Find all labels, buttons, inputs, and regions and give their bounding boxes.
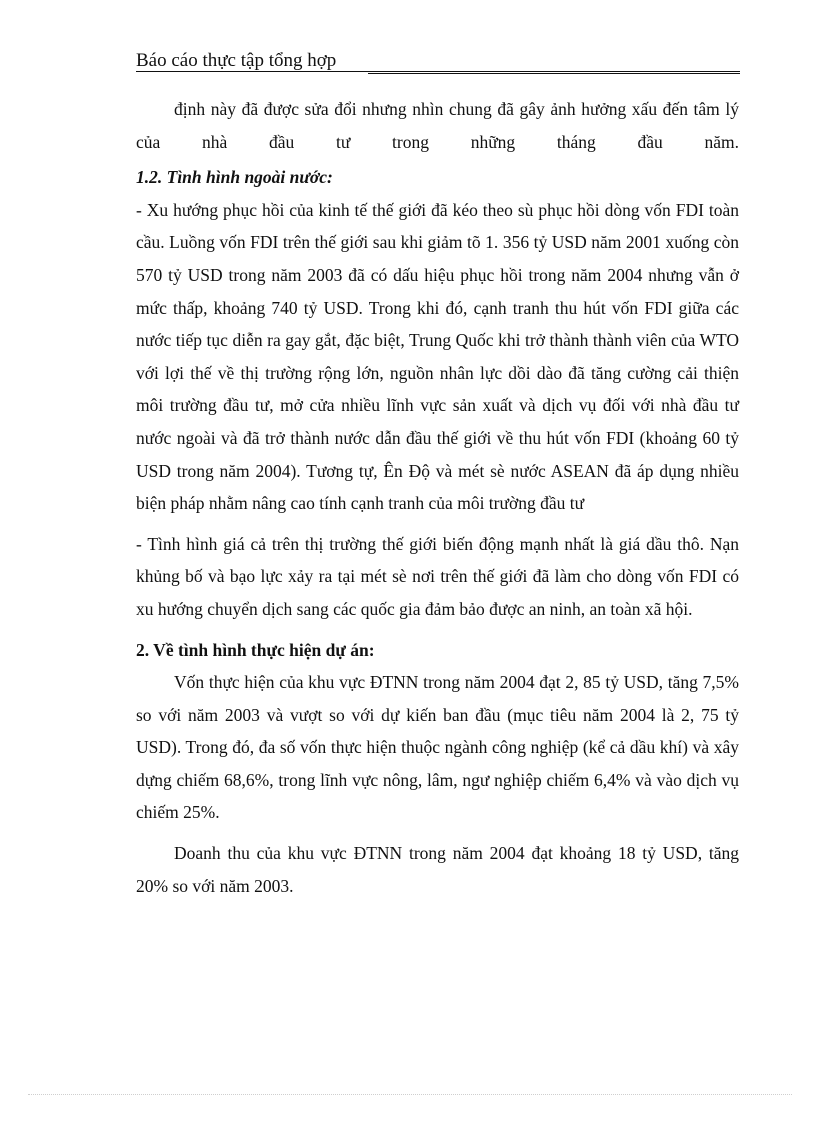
- page-bottom-border: [28, 1094, 792, 1095]
- header-rule-double: [368, 73, 740, 74]
- paragraph-intro: định này đã được sửa đổi nhưng nhìn chung đã gây ảnh hưởng xấu đến tâm lý của nhà đầu tư trong những tháng đầu năm.: [136, 99, 739, 152]
- paragraph-world-prices: - Tình hình giá cả trên thị trường thế giới biến động mạnh nhất là giá dầu thô. Nạn khủng bố và bạo lực xảy ra tại mét sè nơi trên thế giới đã làm cho dòng vốn FDI có xu hướng chuyển dịch sang các quốc gia đảm bảo được an ninh, an toàn xã hội.: [136, 533, 739, 619]
- document-body: [136, 93, 739, 902]
- header-title: Báo cáo thực tập tổng hợp: [136, 50, 337, 71]
- page-header: [136, 48, 740, 74]
- paragraph-implemented-capital: Vốn thực hiện của khu vực ĐTNN trong năm 2004 đạt 2, 85 tỷ USD, tăng 7,5% so với năm 2003 và vượt so với dự kiến ban đầu (mục tiêu năm 2004 là 2, 75 tỷ USD). Trong đó, đa số vốn thực hiện thuộc ngành công nghiệp (kể cả dầu khí) và xây dựng chiếm 68,6%, trong lĩnh vực nông, lâm, ngư nghiệp chiếm 6,4% và vào dịch vụ chiếm 25%.: [136, 672, 739, 823]
- paragraph-fdi-trend: - Xu hướng phục hồi của kinh tế thế giới đã kéo theo sù phục hồi dòng vốn FDI toàn cầu. Luồng vốn FDI trên thế giới sau khi giảm tõ 1. 356 tỷ USD năm 2001 xuống còn 570 tỷ USD trong năm 2003 đã có dấu hiệu phục hồi trong năm 2004 nhưng vẫn ở mức thấp, khoảng 740 tỷ USD. Trong khi đó, cạnh tranh thu hút vốn FDI giữa các nước tiếp tục diễn ra gay gắt, đặc biệt, Trung Quốc khi trở thành thành viên của WTO với lợi thế về thị trường rộng lớn, nguồn nhân lực dồi dào đã tăng cường cải thiện môi trường đầu tư, mở cửa nhiều lĩnh vực sản xuất và dịch vụ đối với nhà đầu tư nước ngoài và đã trở thành nước dẫn đầu thế giới về thu hút vốn FDI (khoảng 60 tỷ USD trong năm 2004). Tương tự, Ên Độ và mét sè nước ASEAN đã áp dụng nhiều biện pháp nhằm nâng cao tính cạnh tranh của môi trường đầu tư: [136, 199, 739, 514]
- header-rule: [136, 71, 740, 72]
- heading-foreign-situation: 1.2. Tình hình ngoài nước:: [136, 167, 333, 188]
- paragraph-revenue: Doanh thu của khu vực ĐTNN trong năm 2004 đạt khoảng 18 tỷ USD, tăng 20% so với năm 2003.: [136, 843, 739, 896]
- heading-project-implementation: 2. Về tình hình thực hiện dự án:: [136, 639, 375, 660]
